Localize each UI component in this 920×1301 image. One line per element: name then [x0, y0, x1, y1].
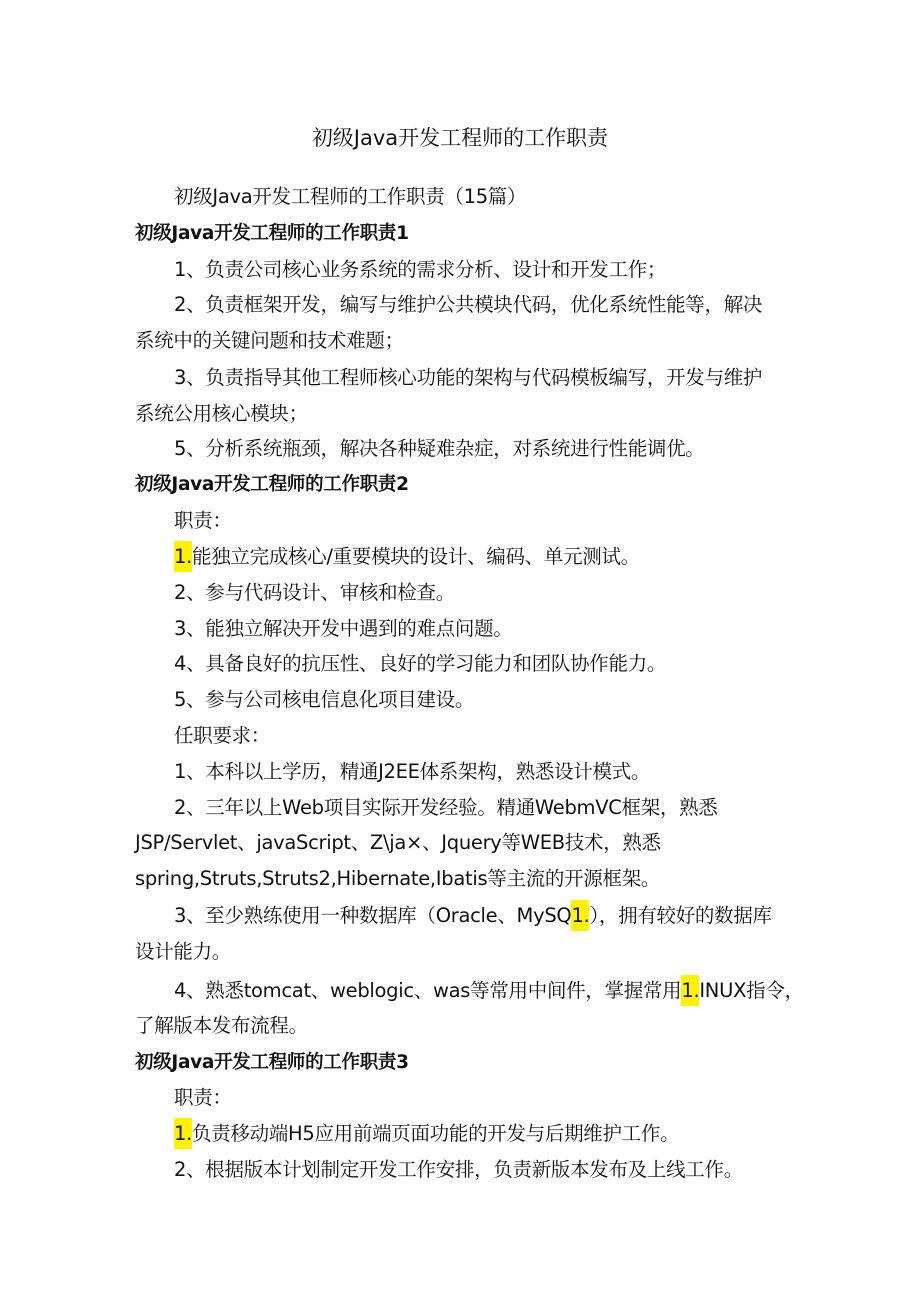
- paragraph-line: 4、熟悉tomcat、weblogic、was等常用中间件，掌握常用1.INUX指令，: [174, 978, 804, 1004]
- paragraph-line: 1.能独立完成核心/重要模块的设计、编码、单元测试。: [174, 544, 640, 570]
- paragraph-line: 2、负责框架开发，编写与维护公共模块代码，优化系统性能等，解决: [174, 293, 763, 316]
- highlight-marker: 1.: [174, 1118, 192, 1149]
- paragraph-line: 3、至少熟练使用一种数据库（Oracle、MySQ1.），拥有较好的数据库: [174, 903, 772, 929]
- paragraph-line: 2、根据版本计划制定开发工作安排，负责新版本发布及上线工作。: [174, 1158, 743, 1181]
- paragraph-line: 职责：: [174, 1086, 232, 1109]
- paragraph-line: 职责：: [174, 509, 232, 532]
- document-subtitle: 初级Java开发工程师的工作职责（15篇）: [174, 185, 527, 208]
- highlight-marker: 1.: [681, 975, 699, 1006]
- paragraph-line: 5、参与公司核电信息化项目建设。: [174, 688, 475, 711]
- paragraph-line: 3、能独立解决开发中遇到的难点问题。: [174, 617, 513, 640]
- highlight-marker: 1.: [571, 900, 589, 931]
- paragraph-line: 1.负责移动端H5应用前端页面功能的开发与后期维护工作。: [174, 1121, 679, 1147]
- document-title: 初级Java开发工程师的工作职责: [311, 126, 609, 150]
- paragraph-line: JSP∕Servlet、javaScript、Z\ja×、Jquery等WEB技术，熟悉: [135, 831, 661, 854]
- paragraph-line: 系统公用核心模块；: [135, 402, 308, 425]
- section-heading-2: 初级Java开发工程师的工作职责2: [135, 474, 409, 495]
- paragraph-line: 系统中的关键问题和技术难题；: [135, 329, 404, 352]
- paragraph-line: 5、分析系统瓶颈，解决各种疑难杂症，对系统进行性能调优。: [174, 437, 705, 460]
- paragraph-line: 设计能力。: [135, 940, 232, 963]
- paragraph-line: 4、具备良好的抗压性、良好的学习能力和团队协作能力。: [174, 652, 667, 675]
- paragraph-line: 了解版本发布流程。: [135, 1014, 308, 1037]
- paragraph-line: 1、本科以上学历，精通J2EE体系架构，熟悉设计模式。: [174, 760, 651, 783]
- paragraph-line: 1、负责公司核心业务系统的需求分析、设计和开发工作；: [174, 258, 667, 281]
- section-heading-3: 初级Java开发工程师的工作职责3: [135, 1052, 409, 1073]
- paragraph-line: 3、负责指导其他工程师核心功能的架构与代码模板编写，开发与维护: [174, 366, 763, 389]
- section-heading-1: 初级Java开发工程师的工作职责1: [135, 223, 409, 244]
- paragraph-line: spring,Struts,Struts2,Hibernate,Ibatis等主流的开源框架。: [135, 867, 661, 890]
- highlight-marker: 1.: [174, 541, 192, 572]
- paragraph-line: 2、三年以上Web项目实际开发经验。精通WebmVC框架，熟悉: [174, 796, 718, 819]
- paragraph-line: 2、参与代码设计、审核和检查。: [174, 581, 455, 604]
- paragraph-line: 任职要求：: [174, 724, 271, 747]
